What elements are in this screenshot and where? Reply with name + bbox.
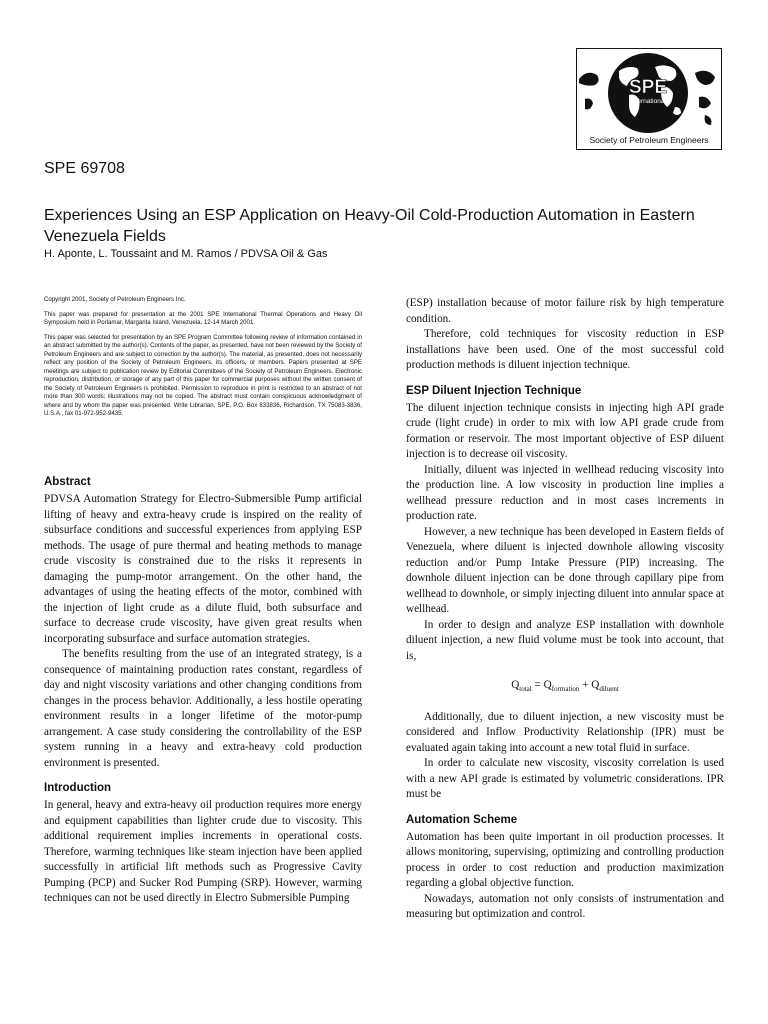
abstract-paragraph: PDVSA Automation Strategy for Electro-Submersible Pump artificial lifting of heavy and extra-heavy crude is inspired on the reality of subsurface conditions and successful experiences from applying ESP methods. The usage of pure thermal and heating methods to manage crude viscosity is constrained due to the risks it represents in damaging the pump-motor arrangement. On the other hand, the advantages of using the heating effects of the motor, combined with the injection of light crude as a dilute fluid, both subsurface and surface to decrease crude viscosity, have given great results when incorporating subsurface and surface automation strategies.	[44, 493, 362, 645]
review-note: This paper was selected for presentation by an SPE Program Committee following review of information contained in an abstract submitted by the author(s). Contents of the paper, as presented, have not been reviewed by the Society of Petroleum Engineers and are subject to correction by the author(s). The material, as presented, does not necessarily reflect any position of the Society of Petroleum Engineers, its officers, or members. Papers presented at SPE meetings are subject to publication review by Editorial Committees of the Society of Petroleum Engineers. Electronic reproduction, distribution, or storage of any part of this paper for commercial purposes without the written consent of the Society of Petroleum Engineers is prohibited. Permission to reproduce in print is restricted to an abstract of not more than 300 words; illustrations may not be copied. The abstract must contain conspicuous acknowledgment of where and by whom the paper was presented. Write Librarian, SPE, P.O. Box 833836, Richardson, TX 75083-3836, U.S.A., fax 01-972-952-9435.	[44, 333, 362, 417]
diluent-paragraph: The diluent injection technique consists in injecting high API grade crude (light crude) in order to mix with low API grade crude from formation or reservoir. The most important objective of ESP diluent injection is to decrease oil viscosity.	[406, 401, 724, 460]
copyright-line: Copyright 2001, Society of Petroleum Engineers Inc.	[44, 296, 186, 303]
automation-paragraph: Automation has been quite important in oil production processes. It allows monitoring, supervising, optimizing and controlling production process in order to cost reduction and production maximization regarding a global objective function.	[406, 830, 724, 890]
introduction-paragraph: In general, heavy and extra-heavy oil production requires more energy and equipment capabilities than lighter crude due to viscosity. This additional requirement implies increments in operational costs. Therefore, warming techniques like steam injection have been applied successfully in artificial lift methods such as Progressive Cavity Pumping (PCP) and Sucker Rod Pumping (SRP). However, warming techniques can not be used directly in Electro Submersible Pumping	[44, 799, 362, 904]
automation-heading: Automation Scheme	[406, 813, 518, 826]
authors: H. Aponte, L. Toussaint and M. Ramos / PDVSA Oil & Gas	[44, 248, 328, 260]
diluent-paragraph: In order to design and analyze ESP installation with downhole diluent injection, a new fluid volume must be took into account, that is,	[406, 618, 724, 662]
diluent-paragraph: Initially, diluent was injected in wellhead reducing viscosity into the production line. A low viscosity in production line implies a wellhead pressure reduction and in most cases increments in production rate.	[406, 463, 724, 522]
abstract-heading: Abstract	[44, 476, 91, 488]
diluent-paragraph: In order to calculate new viscosity, viscosity correlation is used with a new API grade is estimated by volumetric considerations. IPR must be	[406, 757, 724, 801]
logo-caption: Society of Petroleum Engineers	[589, 135, 709, 145]
diluent-heading: ESP Diluent Injection Technique	[406, 384, 582, 397]
presentation-note: This paper was prepared for presentation at the 2001 SPE International Thermal Operations and Heavy Oil Symposium held in Porlamar, Margarita Island, Venezuela, 12-14 March 2001.	[44, 310, 362, 326]
logo-word: SPE	[628, 77, 668, 98]
introduction-paragraph: Therefore, cold techniques for viscosity reduction in ESP installations have been used. One of the most successful cold production methods is diluent injection technique.	[406, 328, 724, 371]
globe-icon	[577, 49, 720, 133]
automation-paragraph: Nowadays, automation not only consists of instrumentation and measuring but optimization and control.	[406, 892, 724, 921]
spe-logo	[576, 48, 722, 150]
copyright-block	[44, 296, 362, 425]
logo-sub: International	[630, 98, 666, 105]
spe-number: SPE 69708	[44, 160, 125, 177]
right-column	[406, 296, 724, 923]
paper-title: Experiences Using an ESP Application on Heavy-Oil Cold-Production Automation in Eastern Venezuela Fields	[44, 207, 695, 245]
introduction-continued: (ESP) installation because of motor failure risk by high temperature condition.	[406, 297, 724, 325]
introduction-heading: Introduction	[44, 782, 112, 794]
left-column	[44, 475, 362, 907]
diluent-paragraph: However, a new technique has been developed in Eastern fields of Venezuela, where diluent is injected downhole allowing viscosity reduction and/or Pump Intake Pressure (PIP) increasing. The downhole diluent injection can be done through capillary pipe from wellhead to downhole, or simply injecting diluent into annular space at wellhead.	[406, 525, 724, 615]
abstract-paragraph: The benefits resulting from the use of an integrated strategy, is a consequence of maintaining production rates constant, regardless of day and night viscosity variations and other changing conditions from changes in the process behavior. Additionally, a less hostile operating environment results in a longer lifetime of the motor-pump arrangement. A case study considering the controllability of the ESP system running in a heavy and extra-heavy cold production environment is presented.	[44, 648, 362, 769]
flow-equation: $Q_{total} = Q_{formation} + Q_{diluent}$	[511, 679, 619, 694]
diluent-paragraph: Additionally, due to diluent injection, a new viscosity must be considered and Inflow Productivity Relationship (IPR) must be evaluated again taking into account a new total fluid in surface.	[406, 710, 724, 754]
